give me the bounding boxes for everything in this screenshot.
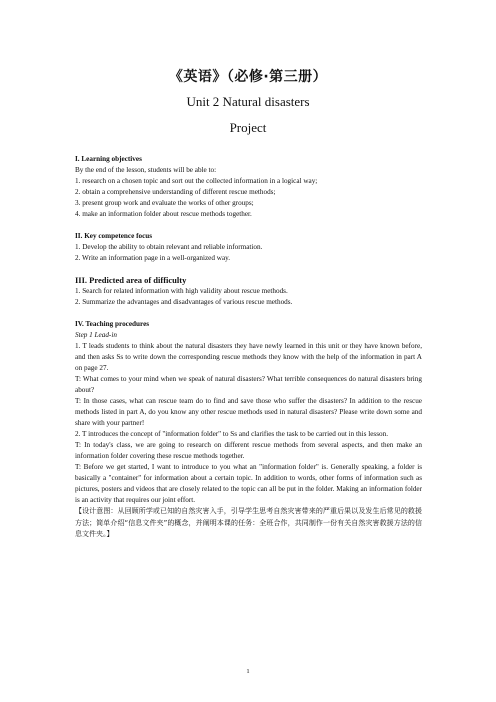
design-intent-note: 【设计意图：从回顾所学或已知的自然灾害入手，引导学生思考自然灾害带来的严重后果以及发生后常见的救援方法；简单介绍“信息文件夹”的概念，并阐明本课的任务：全班合作，共同制作一份有关自然灾害救援方法的信息文件夹。】 [75,507,422,538]
procedure-paragraph: T: In today's class, we are going to research on different rescue methods from several aspects, and then make an information folder covering these rescue methods together. [75,441,422,460]
competence-item: 1. Develop the ability to obtain relevant and reliable information. [75,243,263,251]
procedure-paragraph: T: In those cases, what can rescue team do to find and save those who suffer the disasters? In addition to the rescue methods listed in part A, do you know any other rescue methods used in natural disasters? Please write down some and share with your partner! [75,397,422,427]
unit-title: Unit 2 Natural disasters [186,94,310,109]
objective-item: 2. obtain a comprehensive understanding of different rescue methods; [75,188,276,196]
difficulty-item: 2. Summarize the advantages and disadvantages of various rescue methods. [75,298,293,306]
page-number: 1 [246,668,250,675]
competence-item: 2. Write an information page in a well-organized way. [75,254,231,262]
procedure-paragraph: 1. T leads students to think about the natural disasters they have newly learned in this unit or they have known before, and then asks Ss to write down the corresponding rescue methods they know with the help of the information in part A on page 27. [75,342,422,372]
objectives-heading: I. Learning objectives [75,155,142,163]
procedures-heading: IV. Teaching procedures [75,320,150,328]
step-label: Step 1 Lead-in [75,331,117,339]
objective-item: 1. research on a chosen topic and sort out the collected information in a logical way; [75,177,318,185]
procedure-paragraph: 2. T introduces the concept of "information folder" to Ss and clarifies the task to be carried out in this lesson. [75,430,388,438]
objective-item: 3. present group work and evaluate the works of other groups; [75,199,254,207]
document-body [75,154,422,541]
procedure-paragraph: T: What comes to your mind when we speak of natural disasters? What terrible consequences do natural disasters bring about? [75,375,422,394]
procedure-paragraph: T: Before we get started, I want to introduce to you what an "information folder" is. Generally speaking, a folder is basically a "container" for information about a certain topic. In addition to words, other forms of information such as pictures, posters and videos that are closely related to the topic can all be put in the folder. Making an information folder is an activity that requires our joint effort. [75,463,422,504]
objectives-intro: By the end of the lesson, students will be able to: [75,166,217,174]
section-title: Project [229,120,267,135]
objective-item: 4. make an information folder about rescue methods together. [75,210,252,218]
book-title: 《英语》（必修·第三册） [168,69,328,85]
competence-heading: II. Key competence focus [75,232,153,240]
difficulty-item: 1. Search for related information with high validity about rescue methods. [75,287,288,295]
difficulty-heading: III. Predicted area of difficulty [75,275,187,285]
